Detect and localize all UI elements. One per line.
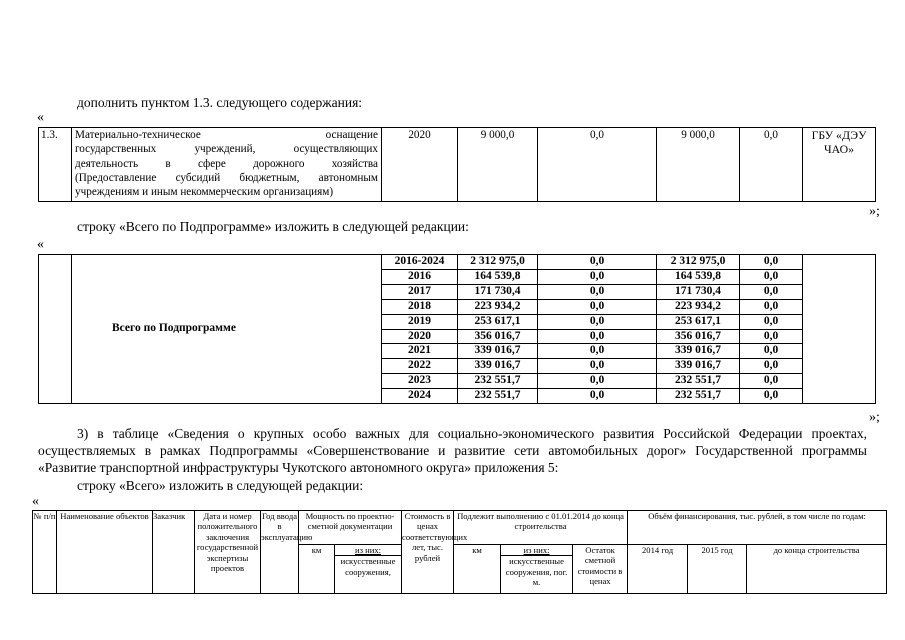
federal-cell: 0,0	[538, 389, 657, 404]
executor-line: ЧАО»	[823, 142, 855, 157]
header-customer: Заказчик	[153, 511, 195, 594]
regional-cell: 232 551,7	[657, 374, 740, 389]
desc-line: учреждениям и иным некоммерческим организациям)	[75, 186, 334, 199]
header-2014: 2014 год	[628, 545, 688, 594]
header-of-them: из них:	[501, 545, 573, 556]
federal-cell: 0,0	[538, 374, 657, 389]
row-number: 1.3.	[39, 128, 72, 202]
header-name: Наименование объектов	[57, 511, 153, 594]
federal-cell: 0,0	[538, 255, 657, 270]
regional-cell: 223 934,2	[657, 299, 740, 314]
header-2015: 2015 год	[688, 545, 747, 594]
other-cell: 0,0	[740, 389, 803, 404]
other-cell: 0,0	[740, 284, 803, 299]
year-cell: 2016	[382, 269, 458, 284]
federal-cell: 0,0	[538, 284, 657, 299]
year-cell: 2024	[382, 389, 458, 404]
header-end: до конца строительства	[747, 545, 887, 594]
row-regional: 9 000,0	[657, 128, 740, 202]
open-quote: «	[37, 237, 44, 252]
other-cell: 0,0	[740, 314, 803, 329]
federal-cell: 0,0	[538, 359, 657, 374]
other-cell: 0,0	[740, 255, 803, 270]
total-cell: 232 551,7	[458, 389, 538, 404]
header-num: № п/п	[33, 511, 57, 594]
subprogram-total-label: Всего по Подпрограмме	[72, 255, 382, 404]
total-cell: 232 551,7	[458, 374, 538, 389]
federal-cell: 0,0	[538, 329, 657, 344]
desc-line: Материально-техническое оснащение	[75, 129, 378, 141]
close-quote: »;	[869, 204, 880, 219]
row-description	[72, 128, 382, 202]
total-cell: 339 016,7	[458, 359, 538, 374]
header-financing: Объём финансирования, тыс. рублей, в том числе по годам:	[628, 511, 887, 545]
subprogram-total-table	[38, 254, 876, 404]
regional-cell: 339 016,7	[657, 344, 740, 359]
total-row-text: строку «Всего по Подпрограмме» изложить в следующей редакции:	[77, 219, 469, 234]
desc-line: государственных учреждений, осуществляющих	[75, 143, 378, 156]
executor-line: ГБУ «ДЭУ	[811, 128, 867, 142]
other-cell: 0,0	[740, 359, 803, 374]
close-quote: »;	[869, 410, 880, 425]
other-cell: 0,0	[740, 374, 803, 389]
paragraph-3: 3) в таблице «Сведения о крупных особо важных для социально-экономического развития Российской Федерации проектах, осуществляемых в рамках Подпрограммы «Совершенствование и развитие сети автомобильных дорог» Государственной программы «Развитие транспортной инфраструктуры Чукотского автономного округа» приложения 5:	[38, 426, 867, 475]
other-cell: 0,0	[740, 344, 803, 359]
empty-cell	[39, 255, 72, 404]
projects-table	[32, 510, 887, 594]
header-of-them: из них:	[335, 545, 402, 556]
desc-line: (Предоставление субсидий бюджетным, автономным	[75, 171, 378, 184]
header-todo: Подлежит выполнению с 01.01.2014 до конца строительства	[454, 511, 628, 545]
total-cell: 253 617,1	[458, 314, 538, 329]
header-cost: Стоимость в ценах соответствующих лет, тыс. рублей	[402, 511, 454, 594]
federal-cell: 0,0	[538, 299, 657, 314]
total-cell: 356 016,7	[458, 329, 538, 344]
year-cell: 2022	[382, 359, 458, 374]
year-cell: 2018	[382, 299, 458, 314]
header-year: Год ввода в эксплуатацию	[261, 511, 299, 594]
other-cell: 0,0	[740, 269, 803, 284]
other-cell: 0,0	[740, 299, 803, 314]
regional-cell: 232 551,7	[657, 389, 740, 404]
desc-line: деятельность в сфере дорожного хозяйства	[75, 157, 378, 170]
total-all-text: строку «Всего» изложить в следующей редакции:	[77, 478, 364, 493]
federal-cell: 0,0	[538, 269, 657, 284]
regional-cell: 164 539,8	[657, 269, 740, 284]
total-cell: 171 730,4	[458, 284, 538, 299]
total-cell: 223 934,2	[458, 299, 538, 314]
row-1-3-table	[38, 127, 876, 202]
regional-cell: 356 016,7	[657, 329, 740, 344]
total-cell: 164 539,8	[458, 269, 538, 284]
year-cell: 2020	[382, 329, 458, 344]
empty-cell	[803, 255, 876, 404]
federal-cell: 0,0	[538, 314, 657, 329]
year-cell: 2016-2024	[382, 255, 458, 270]
total-cell: 2 312 975,0	[458, 255, 538, 270]
regional-cell: 253 617,1	[657, 314, 740, 329]
year-cell: 2019	[382, 314, 458, 329]
open-quote: «	[37, 110, 44, 125]
total-cell: 339 016,7	[458, 344, 538, 359]
other-cell: 0,0	[740, 329, 803, 344]
federal-cell: 0,0	[538, 344, 657, 359]
regional-cell: 339 016,7	[657, 359, 740, 374]
header-km: км	[299, 545, 335, 594]
header-artificial: искусственные сооружения, пог. м.	[501, 556, 573, 594]
year-cell: 2017	[382, 284, 458, 299]
header-artificial: искусственные сооружения,	[335, 556, 402, 594]
year-cell: 2023	[382, 374, 458, 389]
row-federal: 0,0	[538, 128, 657, 202]
row-other: 0,0	[740, 128, 803, 202]
row-total: 9 000,0	[458, 128, 538, 202]
intro-text: дополнить пунктом 1.3. следующего содержания:	[77, 95, 363, 110]
year-cell: 2021	[382, 344, 458, 359]
header-date: Дата и номер положительного заключения государственной экспертизы проектов	[195, 511, 261, 594]
header-power: Мощность по проектно-сметной документации	[299, 511, 402, 545]
header-km: км	[454, 545, 501, 594]
header-rest: Остаток сметной стоимости в ценах	[573, 545, 628, 594]
regional-cell: 2 312 975,0	[657, 255, 740, 270]
open-quote: «	[32, 494, 39, 509]
row-year: 2020	[382, 128, 458, 202]
row-executor	[803, 128, 876, 202]
regional-cell: 171 730,4	[657, 284, 740, 299]
